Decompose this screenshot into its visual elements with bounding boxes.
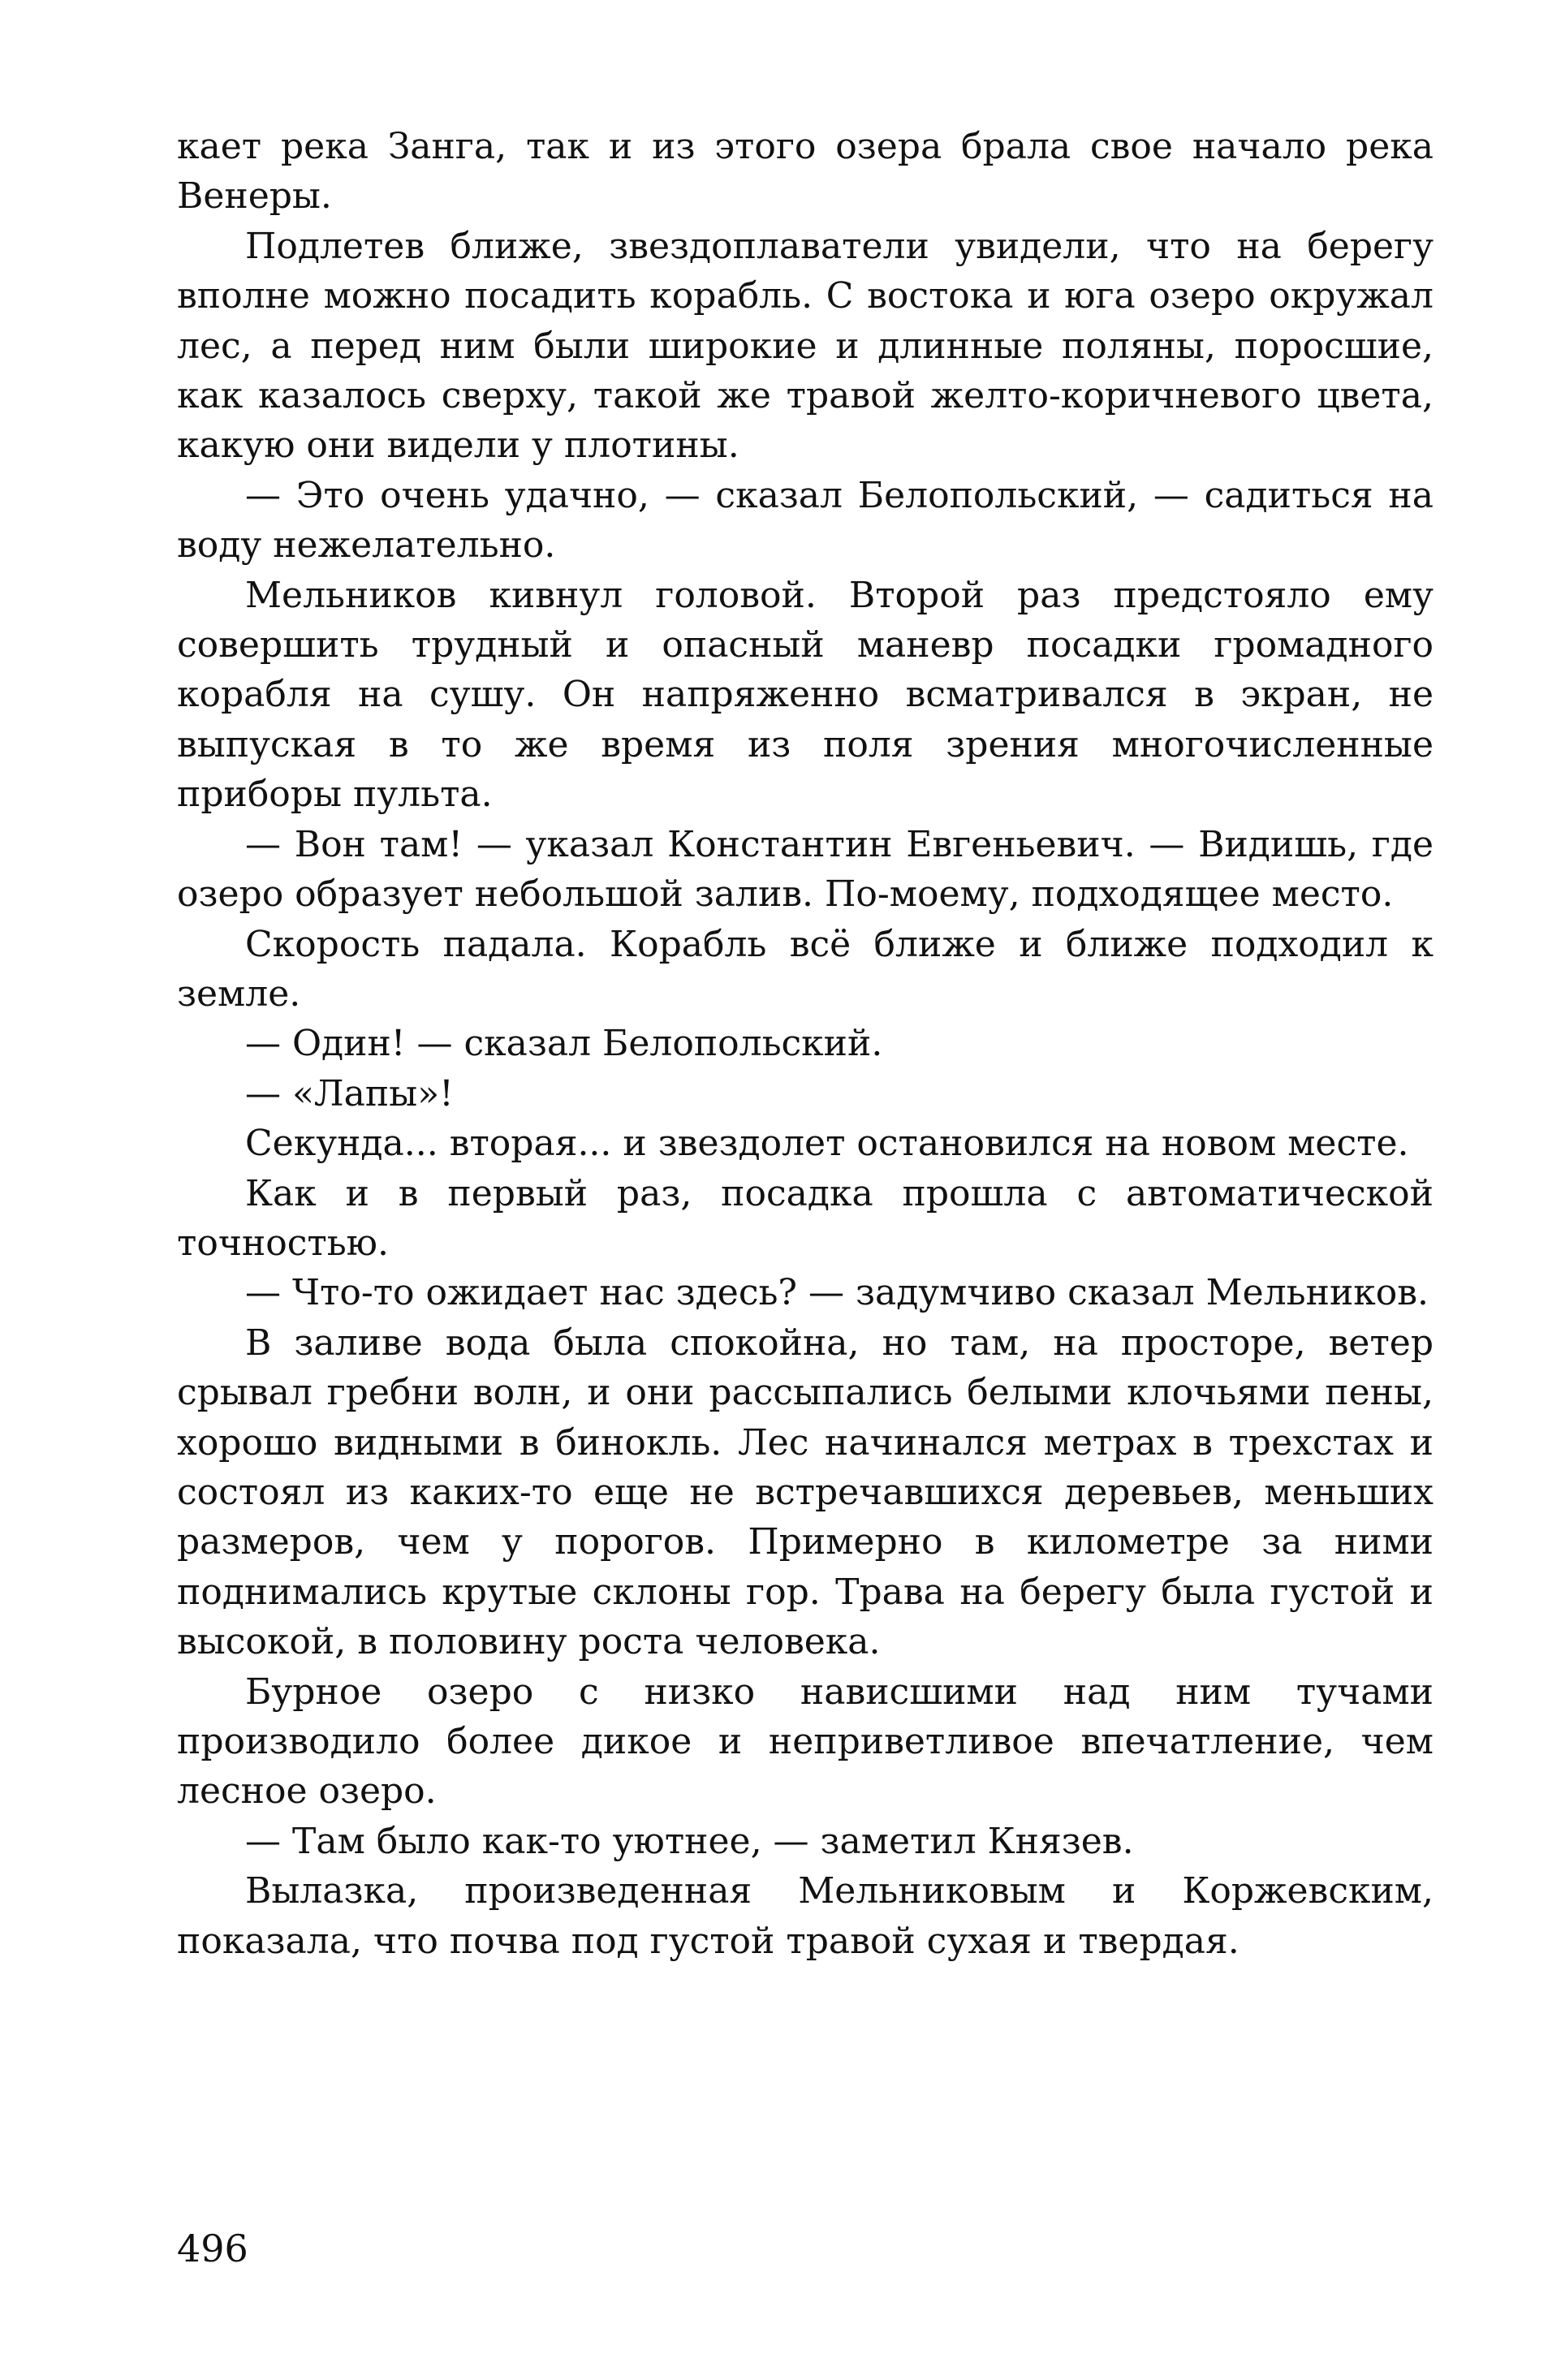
paragraph-8: — «Лапы»! (245, 1072, 454, 1115)
page-number: 496 (177, 2227, 248, 2270)
paragraph-5: — Вон там! — указал Константин Евгеньевич. — Видишь, где озеро образует небольшой залив. По-моему, подходящее место. (177, 823, 1434, 916)
paragraph-11: — Что-то ожидает нас здесь? — задумчиво сказал Мельников. (245, 1272, 1429, 1314)
paragraph-12: В заливе вода была спокойна, но там, на просторе, ветер срывал гребни волн, и они рассыпались белыми клочьями пены, хорошо видными в бинокль. Лес начинался метрах в трехстах и состоял из каких-то еще не встречавшихся деревьев, меньших размеров, чем у порогов. Примерно в километре за ними поднимались крутые склоны гор. Трава на берегу была густой и высокой, в половину роста человека. (177, 1322, 1434, 1663)
page-text (177, 122, 1434, 1966)
paragraph-14: — Там было как-то уютнее, — заметил Князев. (245, 1820, 1134, 1862)
paragraph-10: Как и в первый раз, посадка прошла с автоматической точностью. (177, 1172, 1434, 1264)
paragraph-3: — Это очень удачно, — сказал Белопольский, — садиться на воду нежелательно. (177, 474, 1434, 567)
paragraph-6: Скорость падала. Корабль всё ближе и ближе подходил к земле. (177, 923, 1434, 1015)
paragraph-4: Мельников кивнул головой. Второй раз предстояло ему совершить трудный и опасный маневр посадки громадного корабля на сушу. Он напряженно всматривался в экран, не выпуская в то же время из поля зрения многочисленные приборы пульта. (177, 574, 1434, 816)
paragraph-9: Секунда... вторая... и звездолет остановился на новом месте. (245, 1123, 1409, 1165)
paragraph-2: Подлетев ближе, звездоплаватели увидели, что на берегу вполне можно посадить корабль. С востока и юга озеро окружал лес, а перед ним были широкие и длинные поляны, поросшие, как казалось сверху, такой же травой желто-коричневого цвета, какую они видели у плотины. (177, 225, 1434, 467)
paragraph-1: кает река Занга, так и из этого озера брала свое начало река Венеры. (177, 126, 1434, 218)
paragraph-15: Вылазка, произведенная Мельниковым и Коржевским, показала, что почва под густой травой сухая и твердая. (177, 1870, 1434, 1962)
paragraph-13: Бурное озеро с низко нависшими над ним тучами производило более дикое и неприветливое впечатление, чем лесное озеро. (177, 1671, 1434, 1813)
paragraph-7: — Один! — сказал Белопольский. (245, 1023, 883, 1065)
